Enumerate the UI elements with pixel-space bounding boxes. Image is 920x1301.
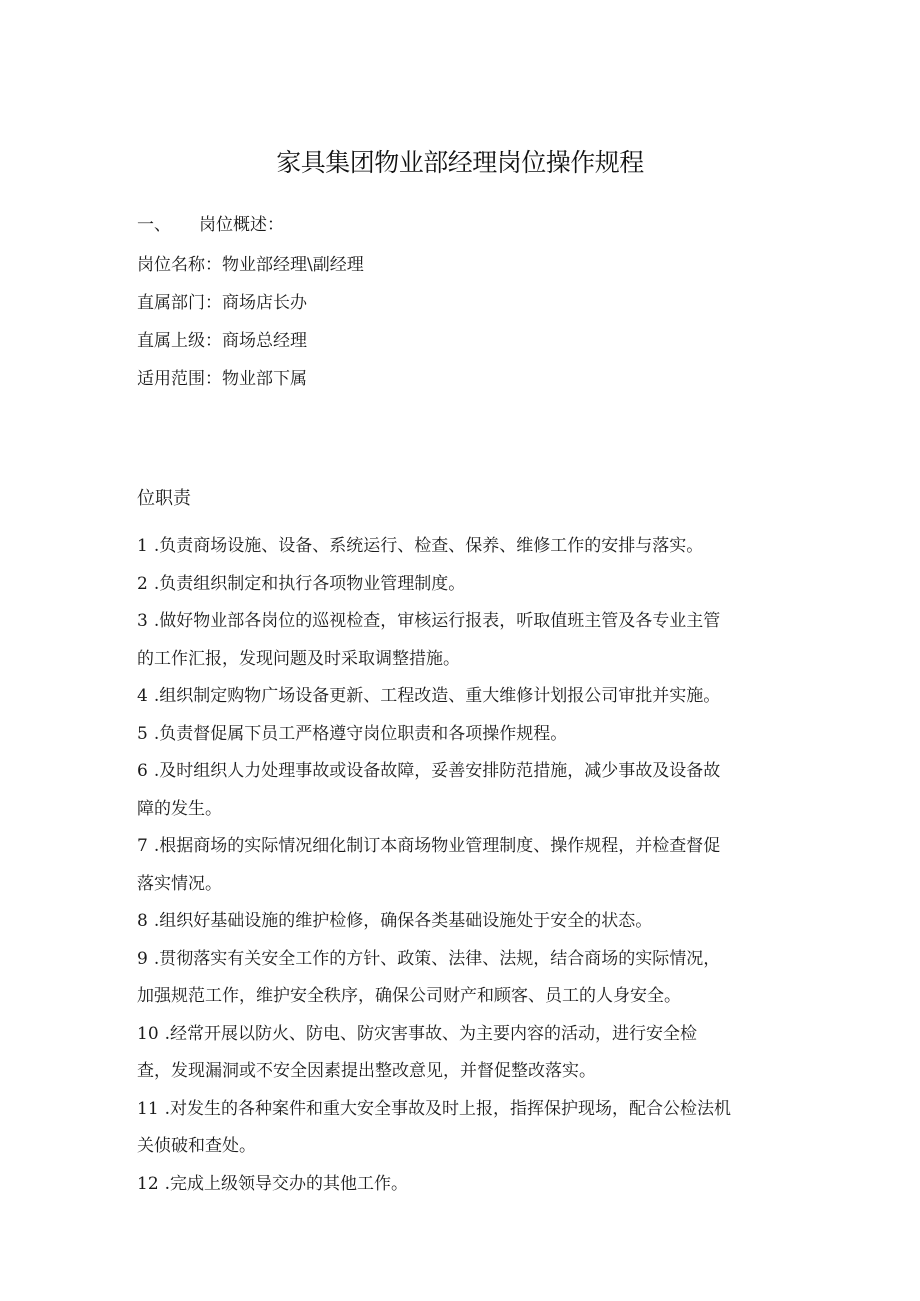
duty-item-continuation-line: 关侦破和查处。 <box>137 1136 256 1156</box>
duty-item-first-line <box>137 1016 797 1054</box>
duty-item-first-line <box>137 528 797 566</box>
duty-item <box>137 716 797 754</box>
duty-item <box>137 1166 797 1204</box>
overview-number: 一、 <box>137 215 171 235</box>
duty-item-text: .做好物业部各岗位的巡视检查，审核运行报表，听取值班主管及各专业主管 <box>153 611 721 631</box>
duty-item-first-line <box>137 566 797 604</box>
duty-item-text: .及时组织人力处理事故或设备故障，妥善安排防范措施，减少事故及设备故 <box>153 761 721 781</box>
duty-item <box>137 941 797 1016</box>
duty-item-number: 3 <box>137 611 148 631</box>
duty-item <box>137 528 797 566</box>
duty-item-text: .根据商场的实际情况细化制订本商场物业管理制度、操作规程，并检查督促 <box>153 836 721 856</box>
duty-item-text: .负责组织制定和执行各项物业管理制度。 <box>153 573 466 594</box>
info-line-scope: 适用范围：物业部下属 <box>137 369 307 389</box>
duty-item-continuation-line: 查，发现漏洞或不安全因素提出整改意见，并督促整改落实。 <box>137 1061 596 1081</box>
duty-item-text: .经常开展以防火、防电、防灾害事故、为主要内容的活动，进行安全检 <box>164 1023 698 1044</box>
duty-item <box>137 603 797 678</box>
duty-item-number: 2 <box>137 573 148 594</box>
duty-item-number: 1 <box>137 536 148 556</box>
duty-item-continuation-line: 加强规范工作，维护安全秩序，确保公司财产和顾客、员工的人身安全。 <box>137 986 681 1006</box>
duty-item <box>137 753 797 828</box>
duty-item-text: .负责督促属下员工严格遵守岗位职责和各项操作规程。 <box>153 723 568 744</box>
duty-item-first-line <box>137 903 797 941</box>
duty-item-number: 10 <box>137 1023 159 1044</box>
duty-item-first-line <box>137 678 797 716</box>
duty-item-number: 7 <box>137 836 148 856</box>
duty-item <box>137 678 797 716</box>
duty-item-text: .贯彻落实有关安全工作的方针、政策、法律、法规，结合商场的实际情况， <box>153 948 721 969</box>
duty-item-text: .完成上级领导交办的其他工作。 <box>164 1173 409 1194</box>
duty-item <box>137 566 797 604</box>
duty-item-number: 8 <box>137 911 148 931</box>
duty-item-text: .组织好基础设施的维护检修，确保各类基础设施处于安全的状态。 <box>153 911 653 931</box>
duty-item <box>137 1016 797 1091</box>
duty-item-text: .对发生的各种案件和重大安全事故及时上报，指挥保护现场，配合公检法机 <box>164 1098 732 1119</box>
info-line-superior: 直属上级：商场总经理 <box>137 331 307 351</box>
duty-item-text: .组织制定购物广场设备更新、工程改造、重大维修计划报公司审批并实施。 <box>153 686 721 706</box>
duty-item <box>137 828 797 903</box>
duty-item-first-line <box>137 1166 797 1204</box>
duty-heading: 位职责 <box>137 488 191 509</box>
duty-item-continuation-line: 的工作汇报，发现问题及时采取调整措施。 <box>137 648 460 669</box>
duty-item-number: 9 <box>137 948 148 969</box>
duty-item <box>137 903 797 941</box>
overview-heading <box>137 210 284 235</box>
duty-item-first-line <box>137 603 797 641</box>
duty-item <box>137 1091 797 1166</box>
document-title: 家具集团物业部经理岗位操作规程 <box>276 148 644 177</box>
duty-list <box>137 528 797 1203</box>
duty-item-first-line <box>137 941 797 979</box>
overview-heading-text: 岗位概述： <box>199 215 284 235</box>
duty-item-first-line <box>137 1091 797 1129</box>
duty-item-number: 4 <box>137 686 148 706</box>
duty-item-number: 6 <box>137 761 148 781</box>
duty-item-first-line <box>137 716 797 754</box>
duty-item-first-line <box>137 828 797 866</box>
duty-item-continuation-line: 落实情况。 <box>137 873 222 894</box>
duty-item-number: 11 <box>137 1098 159 1119</box>
duty-item-number: 5 <box>137 723 148 744</box>
info-line-position-name: 岗位名称：物业部经理\副经理 <box>137 255 364 275</box>
duty-item-number: 12 <box>137 1173 159 1194</box>
duty-item-text: .负责商场设施、设备、系统运行、检查、保养、维修工作的安排与落实。 <box>153 536 704 556</box>
duty-item-first-line <box>137 753 797 791</box>
duty-item-continuation-line: 障的发生。 <box>137 798 222 819</box>
info-line-department: 直属部门：商场店长办 <box>137 293 307 313</box>
